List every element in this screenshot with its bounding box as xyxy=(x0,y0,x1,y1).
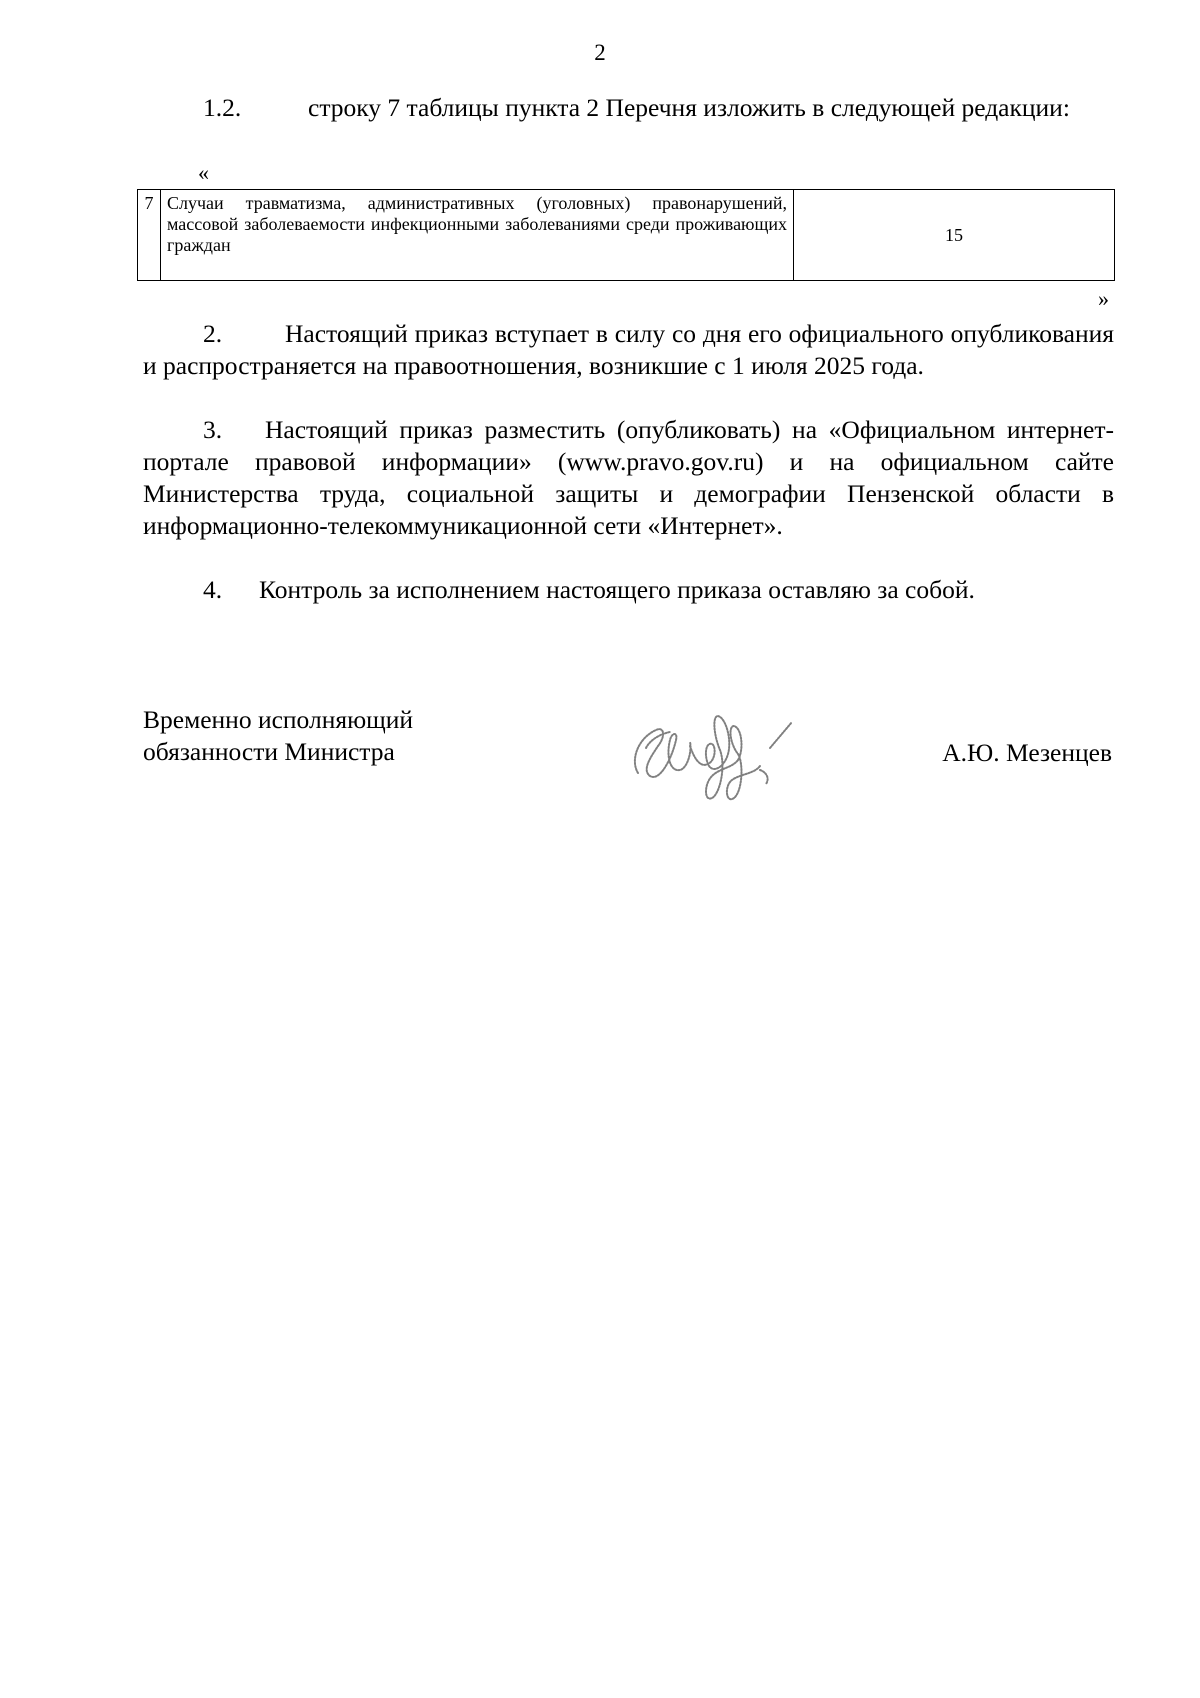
quote-open: « xyxy=(198,160,209,185)
item-3 xyxy=(143,414,1114,542)
position-line-1: Временно исполняющий xyxy=(143,705,414,734)
item-2 xyxy=(143,318,1114,382)
row-value-cell: 15 xyxy=(794,190,1115,281)
item-4-paragraph xyxy=(143,574,1114,606)
item-2-number: 2. xyxy=(203,319,223,348)
item-3-text: Настоящий приказ разместить (опубликовать) на «Официальном интернет-портале правовой информации» (www.pravo.gov.ru) и на официальном сайте Министерства труда, социальной защиты и демографии Пензенской области в информационно-телекоммуникационной сети «Интернет». xyxy=(143,415,1114,540)
position-line-2: обязанности Министра xyxy=(143,737,395,766)
item-1-2-paragraph xyxy=(143,92,1114,124)
item-1-2-text: строку 7 таблицы пункта 2 Перечня изложить в следующей редакции: xyxy=(308,93,1070,122)
item-4 xyxy=(143,574,1114,606)
item-2-paragraph xyxy=(143,318,1114,382)
item-2-text: Настоящий приказ вступает в силу со дня его официального опубликования и распространяется на правоотношения, возникшие с 1 июля 2025 года. xyxy=(143,319,1114,380)
row-text-cell: Случаи травматизма, административных (уголовных) правонарушений, массовой заболеваемости инфекционными заболеваниями среди проживающих граждан xyxy=(161,190,794,281)
item-3-paragraph xyxy=(143,414,1114,542)
item-1-2 xyxy=(143,92,1114,124)
table-row xyxy=(138,190,1115,281)
item-3-number: 3. xyxy=(203,415,223,444)
handwritten-signature xyxy=(620,688,810,813)
item-4-number: 4. xyxy=(203,575,223,604)
page-number: 2 xyxy=(594,40,606,65)
signatory-position xyxy=(143,704,413,768)
item-4-text: Контроль за исполнением настоящего приказа оставляю за собой. xyxy=(259,575,975,604)
row-number-cell: 7 xyxy=(138,190,161,281)
amendment-table xyxy=(137,189,1115,281)
item-1-2-number: 1.2. xyxy=(203,93,242,122)
signatory-name: А.Ю. Мезенцев xyxy=(942,738,1112,767)
quote-close: » xyxy=(1098,286,1109,311)
